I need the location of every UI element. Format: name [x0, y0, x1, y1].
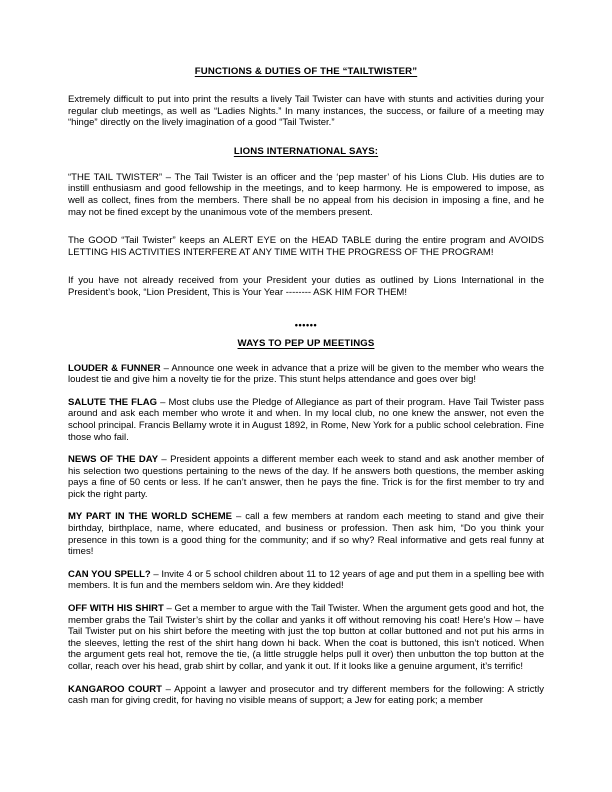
page-title-text: FUNCTIONS & DUTIES OF THE “TAILTWISTER”: [194, 66, 418, 77]
section-heading-lions-international: [68, 146, 544, 157]
entry-off-with-his-shirt: [68, 603, 544, 673]
intro-paragraph: Extremely difficult to put into print the results a lively Tail Twister can have with stunts and activities during your regular club meetings, as well as “Ladies Nights.” In many instances, the success, or failure of a meeting may “hinge” directly on the lively imagination of a good “Tail Twister.”: [68, 94, 544, 129]
entry-lead-label: CAN YOU SPELL?: [68, 568, 151, 580]
lions-paragraph-2: The GOOD “Tail Twister” keeps an ALERT EYE on the HEAD TABLE during the entire program and AVOIDS LETTING HIS ACTIVITIES INTERFERE AT ANY TIME WITH THE PROGRESS OF THE PROGRAM!: [68, 235, 544, 258]
entry-louder-and-funner: [68, 363, 544, 386]
page-title: [68, 66, 544, 77]
entry-body-text: – Get a member to argue with the Tail Twister. When the argument gets good and hot, the member grabs the Tail Twister’s shirt by the collar and yanks it off without removing his coat! Here’s How – have Tail Twister put on his shirt before the meeting with just the top button at collar buttoned and not put his arms in the sleeves, letting the rest of the shirt hang down hi back. When the coat is buttoned, this isn’t noticed. When the argument gets real hot, remove the tie, (a little struggle helps pull it over) then unbutton the top button at the collar, reach over his head, grab shirt by collar, and yank it out. If it looks like a genuine argument, it’s terrific!: [68, 603, 544, 672]
section-heading-ways-to-pep-up-meetings-text: WAYS TO PEP UP MEETINGS: [237, 337, 375, 349]
entry-lead-label: OFF WITH HIS SHIRT: [68, 603, 164, 615]
section-heading-lions-international-text: LIONS INTERNATIONAL SAYS:: [233, 145, 379, 157]
entry-body-text: – Most clubs use the Pledge of Allegiance as part of their program. Have Tail Twister pass around and ask each member who wrote it and when. In my local club, no one knew the answer, not even the school principal. Francis Bellamy wrote it in August 1892, in Rome, New York for a public school celebration. Fine those who fail.: [68, 396, 544, 443]
entry-lead-label: SALUTE THE FLAG: [68, 396, 158, 408]
lions-paragraph-1: “THE TAIL TWISTER” – The Tail Twister is an officer and the ‘pep master’ of his Lions Club. His duties are to instill enthusiasm and good fellowship in the meetings, and to keep harmony. He is empowered to impose, as well as collect, fines from the members. There shall be no appeal from his decision in imposing a fine, and he may not be fined except by the unanimous vote of the members present.: [68, 171, 544, 218]
entry-kangaroo-court: [68, 684, 544, 707]
lions-paragraph-3: If you have not already received from your President your duties as outlined by Lions International in the President’s book, “Lion President, This is Your Year -------- ASK HIM FOR THEM!: [68, 275, 544, 298]
document-body: [68, 66, 544, 707]
entry-body-text: – call a few members at random each meeting to stand and give their birthday, birthplace, name, where educated, and business or profession. Then ask him, “Do you think your presence in this town is a good thing for the community; and if so why? Real informative and gets real funny at times!: [68, 511, 544, 558]
entry-my-part-in-the-world-scheme: [68, 511, 544, 557]
entry-body-text: – President appoints a different member each week to stand and ask another member of his selection two questions pertaining to the news of the day. If he answers both questions, the member asking pays a fine of 50 cents or less. If he can’t answer, then he pays the fine. Trick is for the first member to try and pick the right party.: [68, 454, 545, 500]
entry-body-text: – Announce one week in advance that a prize will be given to the member who wears the loudest tie and give him a novelty tie for the prize. This stunt helps attendance and goes over big!: [68, 362, 545, 386]
entry-list: [68, 363, 544, 707]
section-heading-ways-to-pep-up-meetings: [68, 338, 544, 349]
entry-body-text: – Invite 4 or 5 school children about 11 to 12 years of age and put them in a spelling bee with members. It is fun and the members seldom win. Are they kidded!: [68, 568, 544, 592]
entry-lead-label: KANGAROO COURT: [68, 683, 162, 695]
entry-salute-the-flag: [68, 397, 544, 443]
spacer: [68, 310, 544, 321]
entry-news-of-the-day: [68, 454, 544, 500]
entry-lead-label: LOUDER & FUNNER: [68, 362, 161, 374]
entry-body-text: – Appoint a lawyer and prosecutor and try different members for the following: A strictly cash man for giving credit, for having no visible means of support; a Jew for eating pork; a member: [68, 683, 544, 707]
asterisk-separator: ••••••: [294, 319, 318, 330]
entry-lead-label: NEWS OF THE DAY: [68, 454, 159, 466]
entry-can-you-spell: [68, 569, 544, 592]
entry-lead-label: MY PART IN THE WORLD SCHEME: [68, 511, 233, 523]
